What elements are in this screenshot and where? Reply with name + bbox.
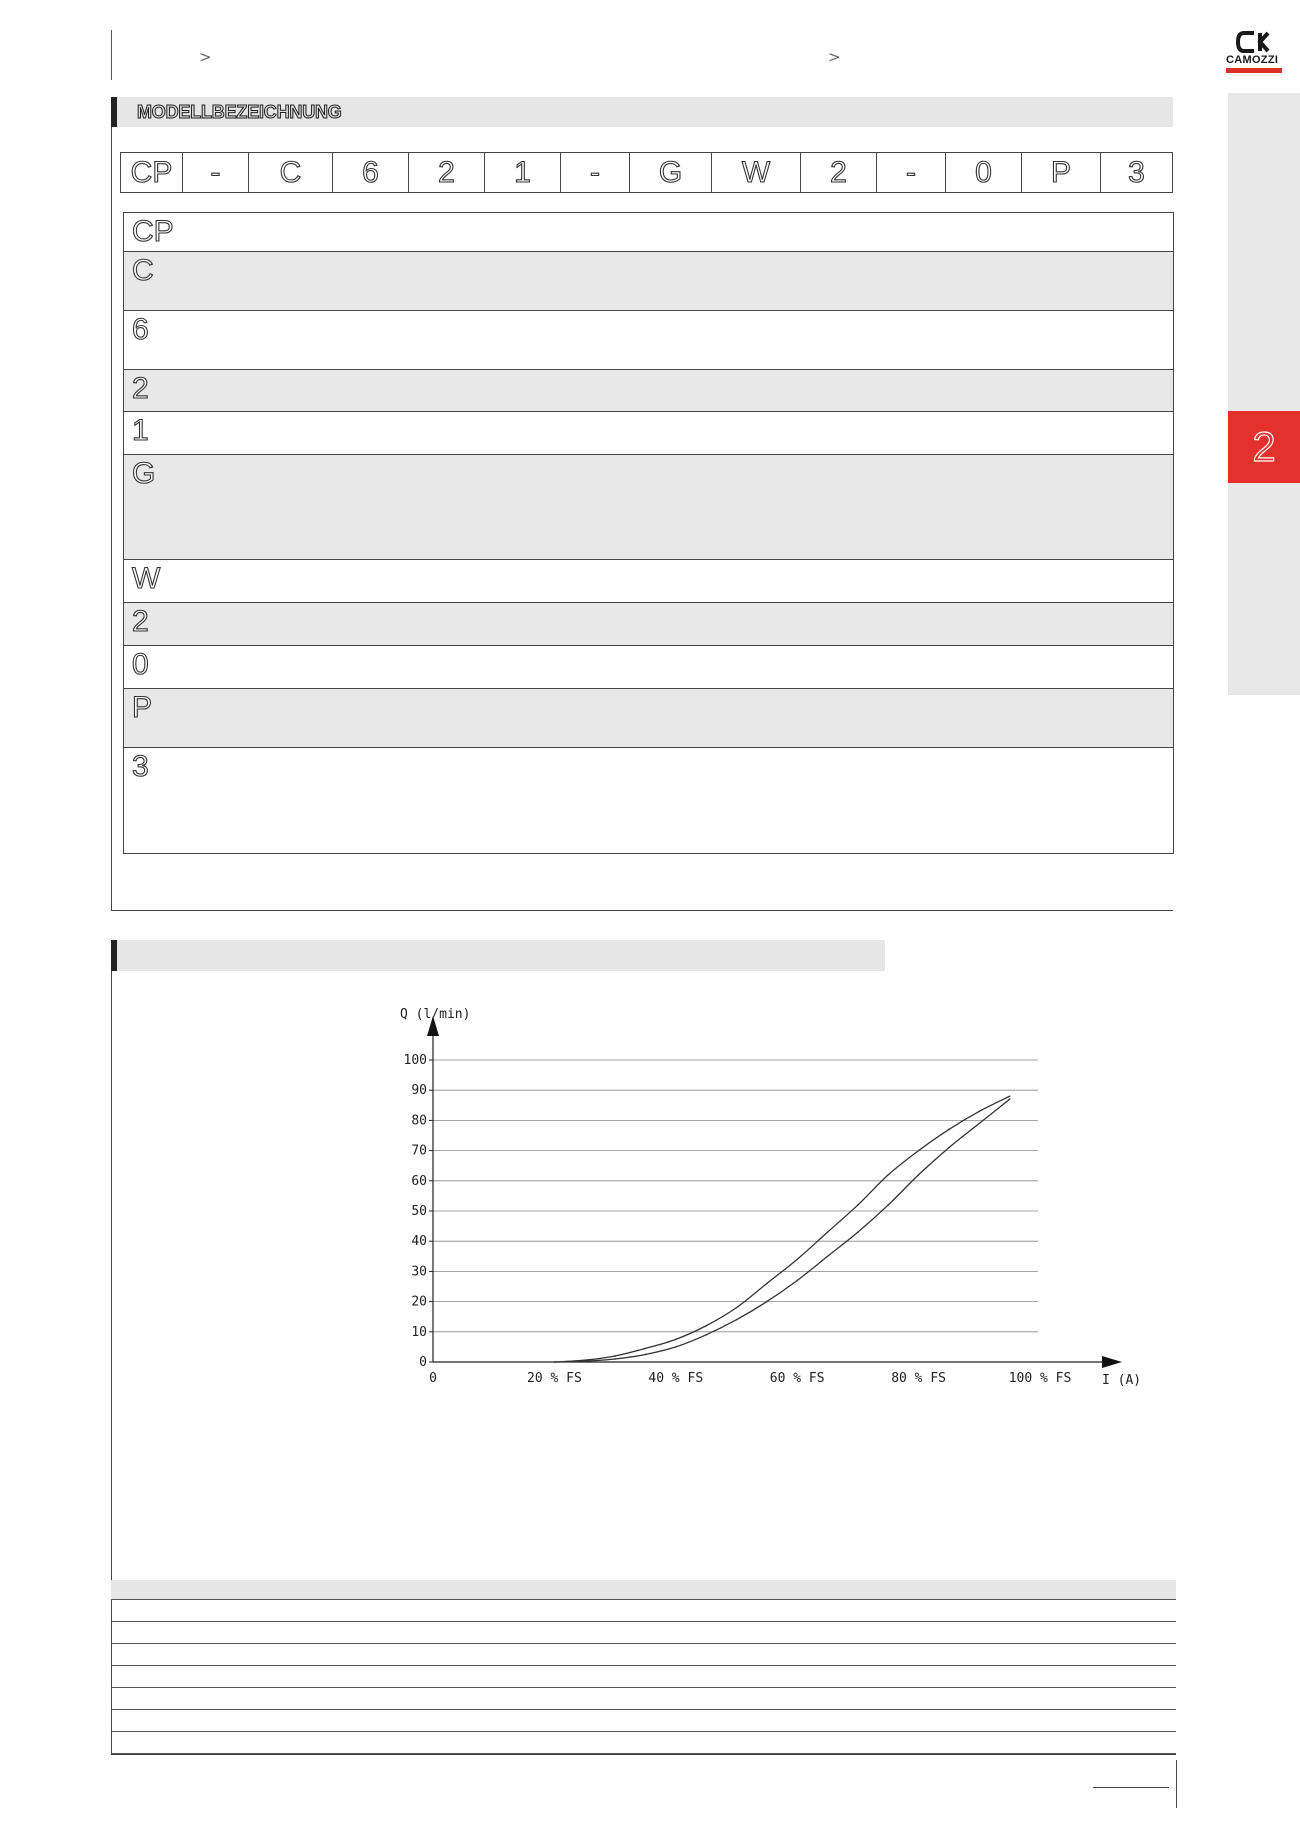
- row-code: 1: [132, 414, 149, 447]
- breadcrumb-arrow: >: [199, 48, 212, 66]
- flow-current-chart: [390, 1000, 1150, 1400]
- section-frame-bottom: [111, 1754, 1176, 1755]
- data-point: [1009, 1098, 1011, 1100]
- series-line: [554, 1096, 1009, 1362]
- y-axis-label: Q (l/min): [400, 1007, 471, 1022]
- code-segment: 0: [946, 153, 1022, 192]
- y-tick-label: 40: [411, 1234, 427, 1250]
- row-code: G: [132, 457, 156, 490]
- code-segment: 1: [485, 153, 561, 192]
- code-segment: C: [249, 153, 333, 192]
- data-point: [554, 1361, 556, 1363]
- code-segment: 6: [333, 153, 409, 192]
- data-point: [827, 1231, 829, 1233]
- section-title: MODELLBEZEICHNUNG: [137, 102, 342, 122]
- description-row: [124, 646, 1173, 689]
- model-code-strip: [120, 152, 1173, 193]
- table-row: [111, 1622, 1176, 1644]
- table-row: [111, 1732, 1176, 1754]
- data-point: [979, 1111, 981, 1113]
- y-tick-label: 100: [403, 1053, 427, 1068]
- table-header-row: [111, 1580, 1176, 1600]
- x-tick-label: 0: [429, 1371, 437, 1386]
- row-code: 2: [132, 372, 149, 405]
- page-edge-line: [1176, 1760, 1177, 1808]
- data-point: [614, 1355, 616, 1357]
- header-divider: [111, 30, 112, 80]
- data-point: [584, 1360, 586, 1362]
- x-tick-label: 60 % FS: [769, 1371, 825, 1386]
- data-point: [887, 1174, 889, 1176]
- data-point: [1009, 1095, 1011, 1097]
- code-segment: P: [1022, 153, 1101, 192]
- chart-series: [554, 1095, 1011, 1362]
- description-row: [124, 748, 1173, 853]
- chart-grid: [433, 1060, 1038, 1332]
- table-row: [111, 1644, 1176, 1666]
- data-point: [887, 1204, 889, 1206]
- x-axis-arrow: [1102, 1356, 1122, 1368]
- data-point: [918, 1174, 920, 1176]
- logo-mark-icon: [1220, 30, 1284, 56]
- row-code: 6: [132, 313, 149, 346]
- data-point: [736, 1307, 738, 1309]
- code-segment: 3: [1128, 155, 1145, 189]
- data-point: [857, 1204, 859, 1206]
- series-line: [554, 1099, 1009, 1362]
- description-row: [124, 311, 1173, 370]
- data-table: [111, 1580, 1176, 1754]
- code-description-table: [123, 212, 1174, 854]
- y-tick-label: 80: [411, 1113, 427, 1129]
- y-tick-label: 50: [411, 1204, 427, 1219]
- data-point: [766, 1283, 768, 1285]
- y-tick-label: 60: [411, 1173, 427, 1189]
- row-code: P: [132, 691, 153, 724]
- data-point: [918, 1150, 920, 1152]
- x-tick-labels: [429, 1371, 1071, 1386]
- data-point: [705, 1325, 707, 1327]
- camozzi-logo: [1220, 30, 1284, 74]
- section-frame-left: [111, 127, 112, 910]
- data-point: [827, 1256, 829, 1258]
- brand-name: CAMOZZI: [1226, 54, 1279, 66]
- data-point: [796, 1280, 798, 1282]
- data-point: [705, 1334, 707, 1336]
- data-point: [645, 1354, 647, 1356]
- description-row: [124, 560, 1173, 603]
- x-tick-label: 20 % FS: [527, 1371, 582, 1386]
- y-tick-label: 30: [411, 1264, 427, 1280]
- x-tick-label: 80 % FS: [891, 1371, 946, 1386]
- table-row: [111, 1688, 1176, 1710]
- y-tick-label: 90: [411, 1083, 427, 1099]
- chart-axes: [427, 1016, 1122, 1368]
- breadcrumb-arrow: >: [828, 48, 841, 66]
- y-tick-label: 70: [411, 1143, 427, 1159]
- code-segment: CP: [121, 153, 183, 192]
- data-point: [979, 1123, 981, 1125]
- side-tab-background: [1228, 93, 1300, 695]
- description-row: [124, 603, 1173, 646]
- data-point: [857, 1231, 859, 1233]
- code-segment: G: [630, 153, 712, 192]
- description-row: [124, 412, 1173, 455]
- y-tick-label: 0: [419, 1355, 427, 1370]
- row-code: CP: [132, 215, 174, 248]
- section-frame-bottom: [111, 910, 1173, 911]
- description-row: [124, 213, 1173, 252]
- y-tick-label: 20: [411, 1294, 427, 1310]
- x-tick-label: 40 % FS: [648, 1371, 704, 1386]
- code-segment: -: [561, 153, 630, 192]
- section-header-diagram: [111, 940, 885, 971]
- table-row: [111, 1600, 1176, 1622]
- table-row: [111, 1710, 1176, 1732]
- description-row: [124, 370, 1173, 412]
- data-point: [766, 1301, 768, 1303]
- row-code: 2: [132, 605, 149, 638]
- y-tick-label: 10: [411, 1324, 427, 1340]
- y-tick-labels: [404, 1053, 427, 1370]
- row-code: 0: [132, 648, 149, 681]
- code-segment: 2: [801, 153, 877, 192]
- data-point: [948, 1129, 950, 1131]
- code-segment: -: [877, 153, 946, 192]
- row-code: 3: [132, 750, 149, 783]
- data-point: [736, 1319, 738, 1321]
- table-row: [111, 1666, 1176, 1688]
- section-header-model-code: [111, 97, 1173, 127]
- chapter-number: 2: [1252, 423, 1276, 470]
- brand-bar: [1226, 68, 1282, 73]
- data-point: [645, 1348, 647, 1350]
- description-row: [124, 689, 1173, 748]
- x-axis-label: I (A): [1102, 1373, 1142, 1388]
- data-point: [796, 1259, 798, 1261]
- data-point: [675, 1346, 677, 1348]
- data-point: [948, 1147, 950, 1149]
- page-number-line: [1093, 1787, 1169, 1788]
- x-tick-label: 100 % FS: [1008, 1371, 1072, 1386]
- code-segment: 2: [409, 153, 485, 192]
- row-code: W: [132, 562, 161, 595]
- data-point: [614, 1358, 616, 1360]
- data-point: [675, 1339, 677, 1341]
- row-code: C: [132, 254, 154, 287]
- description-row: [124, 455, 1173, 560]
- code-segment: W: [712, 153, 801, 192]
- description-row: [124, 252, 1173, 311]
- code-segment: -: [183, 153, 249, 192]
